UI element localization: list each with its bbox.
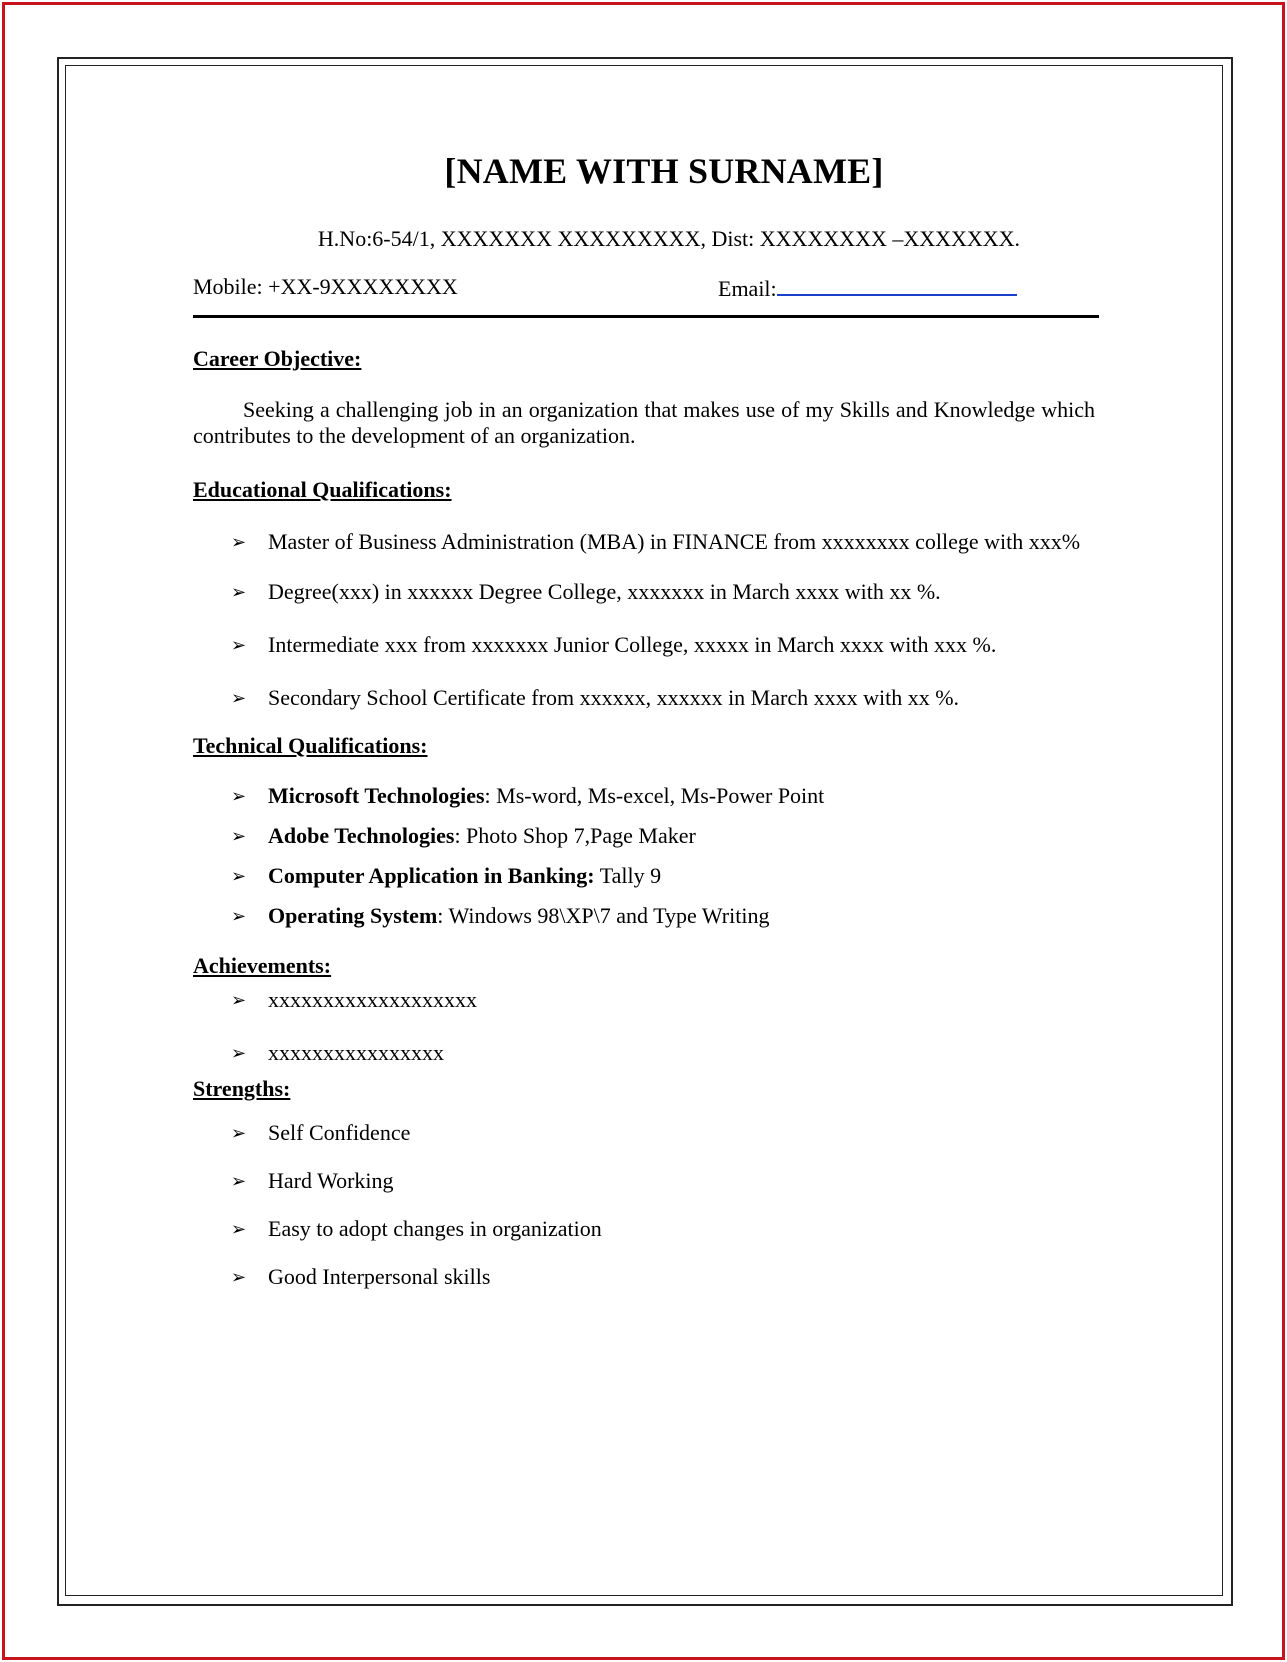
education-item-text: Degree(xxx) in xxxxxx Degree College, xxxxxxx in March xxxx with xx %. bbox=[268, 579, 941, 604]
list-item bbox=[193, 1168, 1095, 1194]
education-item-text: Intermediate xxx from xxxxxxx Junior College, xxxxx in March xxxx with xxx %. bbox=[268, 632, 997, 657]
arrow-bullet-icon: ➢ bbox=[231, 1123, 247, 1143]
technical-item-value: Tally 9 bbox=[594, 863, 662, 888]
list-item bbox=[193, 529, 1095, 555]
achievements-list bbox=[193, 987, 1095, 1066]
resume-name: [NAME WITH SURNAME] bbox=[444, 151, 884, 191]
email-label: Email: bbox=[718, 276, 777, 301]
strength-item-text: Hard Working bbox=[268, 1168, 394, 1193]
education-section bbox=[193, 477, 1095, 711]
address-line: H.No:6-54/1, XXXXXXX XXXXXXXXX, Dist: XXXXXXXX –XXXXXXX. bbox=[317, 226, 1021, 251]
email-link[interactable] bbox=[777, 274, 1017, 296]
technical-heading: Technical Qualifications: bbox=[193, 733, 428, 758]
technical-item-value: : Photo Shop 7,Page Maker bbox=[454, 823, 696, 848]
arrow-bullet-icon: ➢ bbox=[231, 990, 247, 1010]
list-item bbox=[193, 863, 1095, 889]
strength-item-text: Easy to adopt changes in organization bbox=[268, 1216, 602, 1241]
list-item bbox=[193, 579, 1095, 605]
arrow-bullet-icon: ➢ bbox=[231, 635, 247, 655]
contact-row bbox=[193, 274, 1095, 304]
arrow-bullet-icon: ➢ bbox=[231, 582, 247, 602]
achievements-heading: Achievements: bbox=[193, 953, 332, 978]
career-objective-text: Seeking a challenging job in an organization that makes use of my Skills and Knowledge which contributes to the development of an organization. bbox=[193, 397, 1095, 448]
mobile-number: Mobile: +XX-9XXXXXXXX bbox=[193, 274, 458, 299]
list-item bbox=[193, 1040, 1095, 1066]
strength-item-text: Good Interpersonal skills bbox=[268, 1264, 491, 1289]
strength-item-text: Self Confidence bbox=[268, 1120, 411, 1145]
achievements-section bbox=[193, 953, 1095, 1066]
strengths-heading: Strengths: bbox=[193, 1076, 291, 1101]
strengths-section bbox=[193, 1076, 1095, 1290]
list-item bbox=[193, 685, 1095, 711]
career-objective-section bbox=[193, 346, 1095, 449]
list-item bbox=[193, 783, 1095, 809]
technical-section bbox=[193, 733, 1095, 929]
arrow-bullet-icon: ➢ bbox=[231, 688, 247, 708]
career-objective-heading: Career Objective: bbox=[193, 346, 362, 371]
list-item bbox=[193, 632, 1095, 658]
arrow-bullet-icon: ➢ bbox=[231, 1043, 247, 1063]
education-item-text: Secondary School Certificate from xxxxxx, xxxxxx in March xxxx with xx %. bbox=[268, 685, 960, 710]
technical-item-label: Operating System bbox=[268, 903, 438, 928]
list-item bbox=[193, 823, 1095, 849]
achievement-item-text: xxxxxxxxxxxxxxxxxxx bbox=[268, 987, 477, 1012]
arrow-bullet-icon: ➢ bbox=[231, 826, 247, 846]
resume-content bbox=[193, 150, 1095, 1290]
list-item bbox=[193, 1264, 1095, 1290]
technical-item-label: Adobe Technologies bbox=[268, 823, 455, 848]
arrow-bullet-icon: ➢ bbox=[231, 1267, 247, 1287]
email-field bbox=[718, 274, 1017, 302]
technical-item-label: Computer Application in Banking: bbox=[268, 863, 595, 888]
technical-item-value: : Ms-word, Ms-excel, Ms-Power Point bbox=[484, 783, 825, 808]
education-list bbox=[193, 529, 1095, 711]
list-item bbox=[193, 987, 1095, 1013]
arrow-bullet-icon: ➢ bbox=[231, 906, 247, 926]
list-item bbox=[193, 1216, 1095, 1242]
education-item-text: Master of Business Administration (MBA) in FINANCE from xxxxxxxx college with xxx% bbox=[268, 529, 1081, 554]
arrow-bullet-icon: ➢ bbox=[231, 786, 247, 806]
education-heading: Educational Qualifications: bbox=[193, 477, 452, 502]
list-item bbox=[193, 1120, 1095, 1146]
strengths-list bbox=[193, 1120, 1095, 1290]
arrow-bullet-icon: ➢ bbox=[231, 1219, 247, 1239]
list-item bbox=[193, 903, 1095, 929]
achievement-item-text: xxxxxxxxxxxxxxxx bbox=[268, 1040, 444, 1065]
technical-item-label: Microsoft Technologies bbox=[268, 783, 485, 808]
technical-list bbox=[193, 783, 1095, 929]
arrow-bullet-icon: ➢ bbox=[231, 866, 247, 886]
arrow-bullet-icon: ➢ bbox=[231, 532, 247, 552]
header-divider bbox=[193, 315, 1099, 318]
arrow-bullet-icon: ➢ bbox=[231, 1171, 247, 1191]
technical-item-value: : Windows 98\XP\7 and Type Writing bbox=[437, 903, 770, 928]
